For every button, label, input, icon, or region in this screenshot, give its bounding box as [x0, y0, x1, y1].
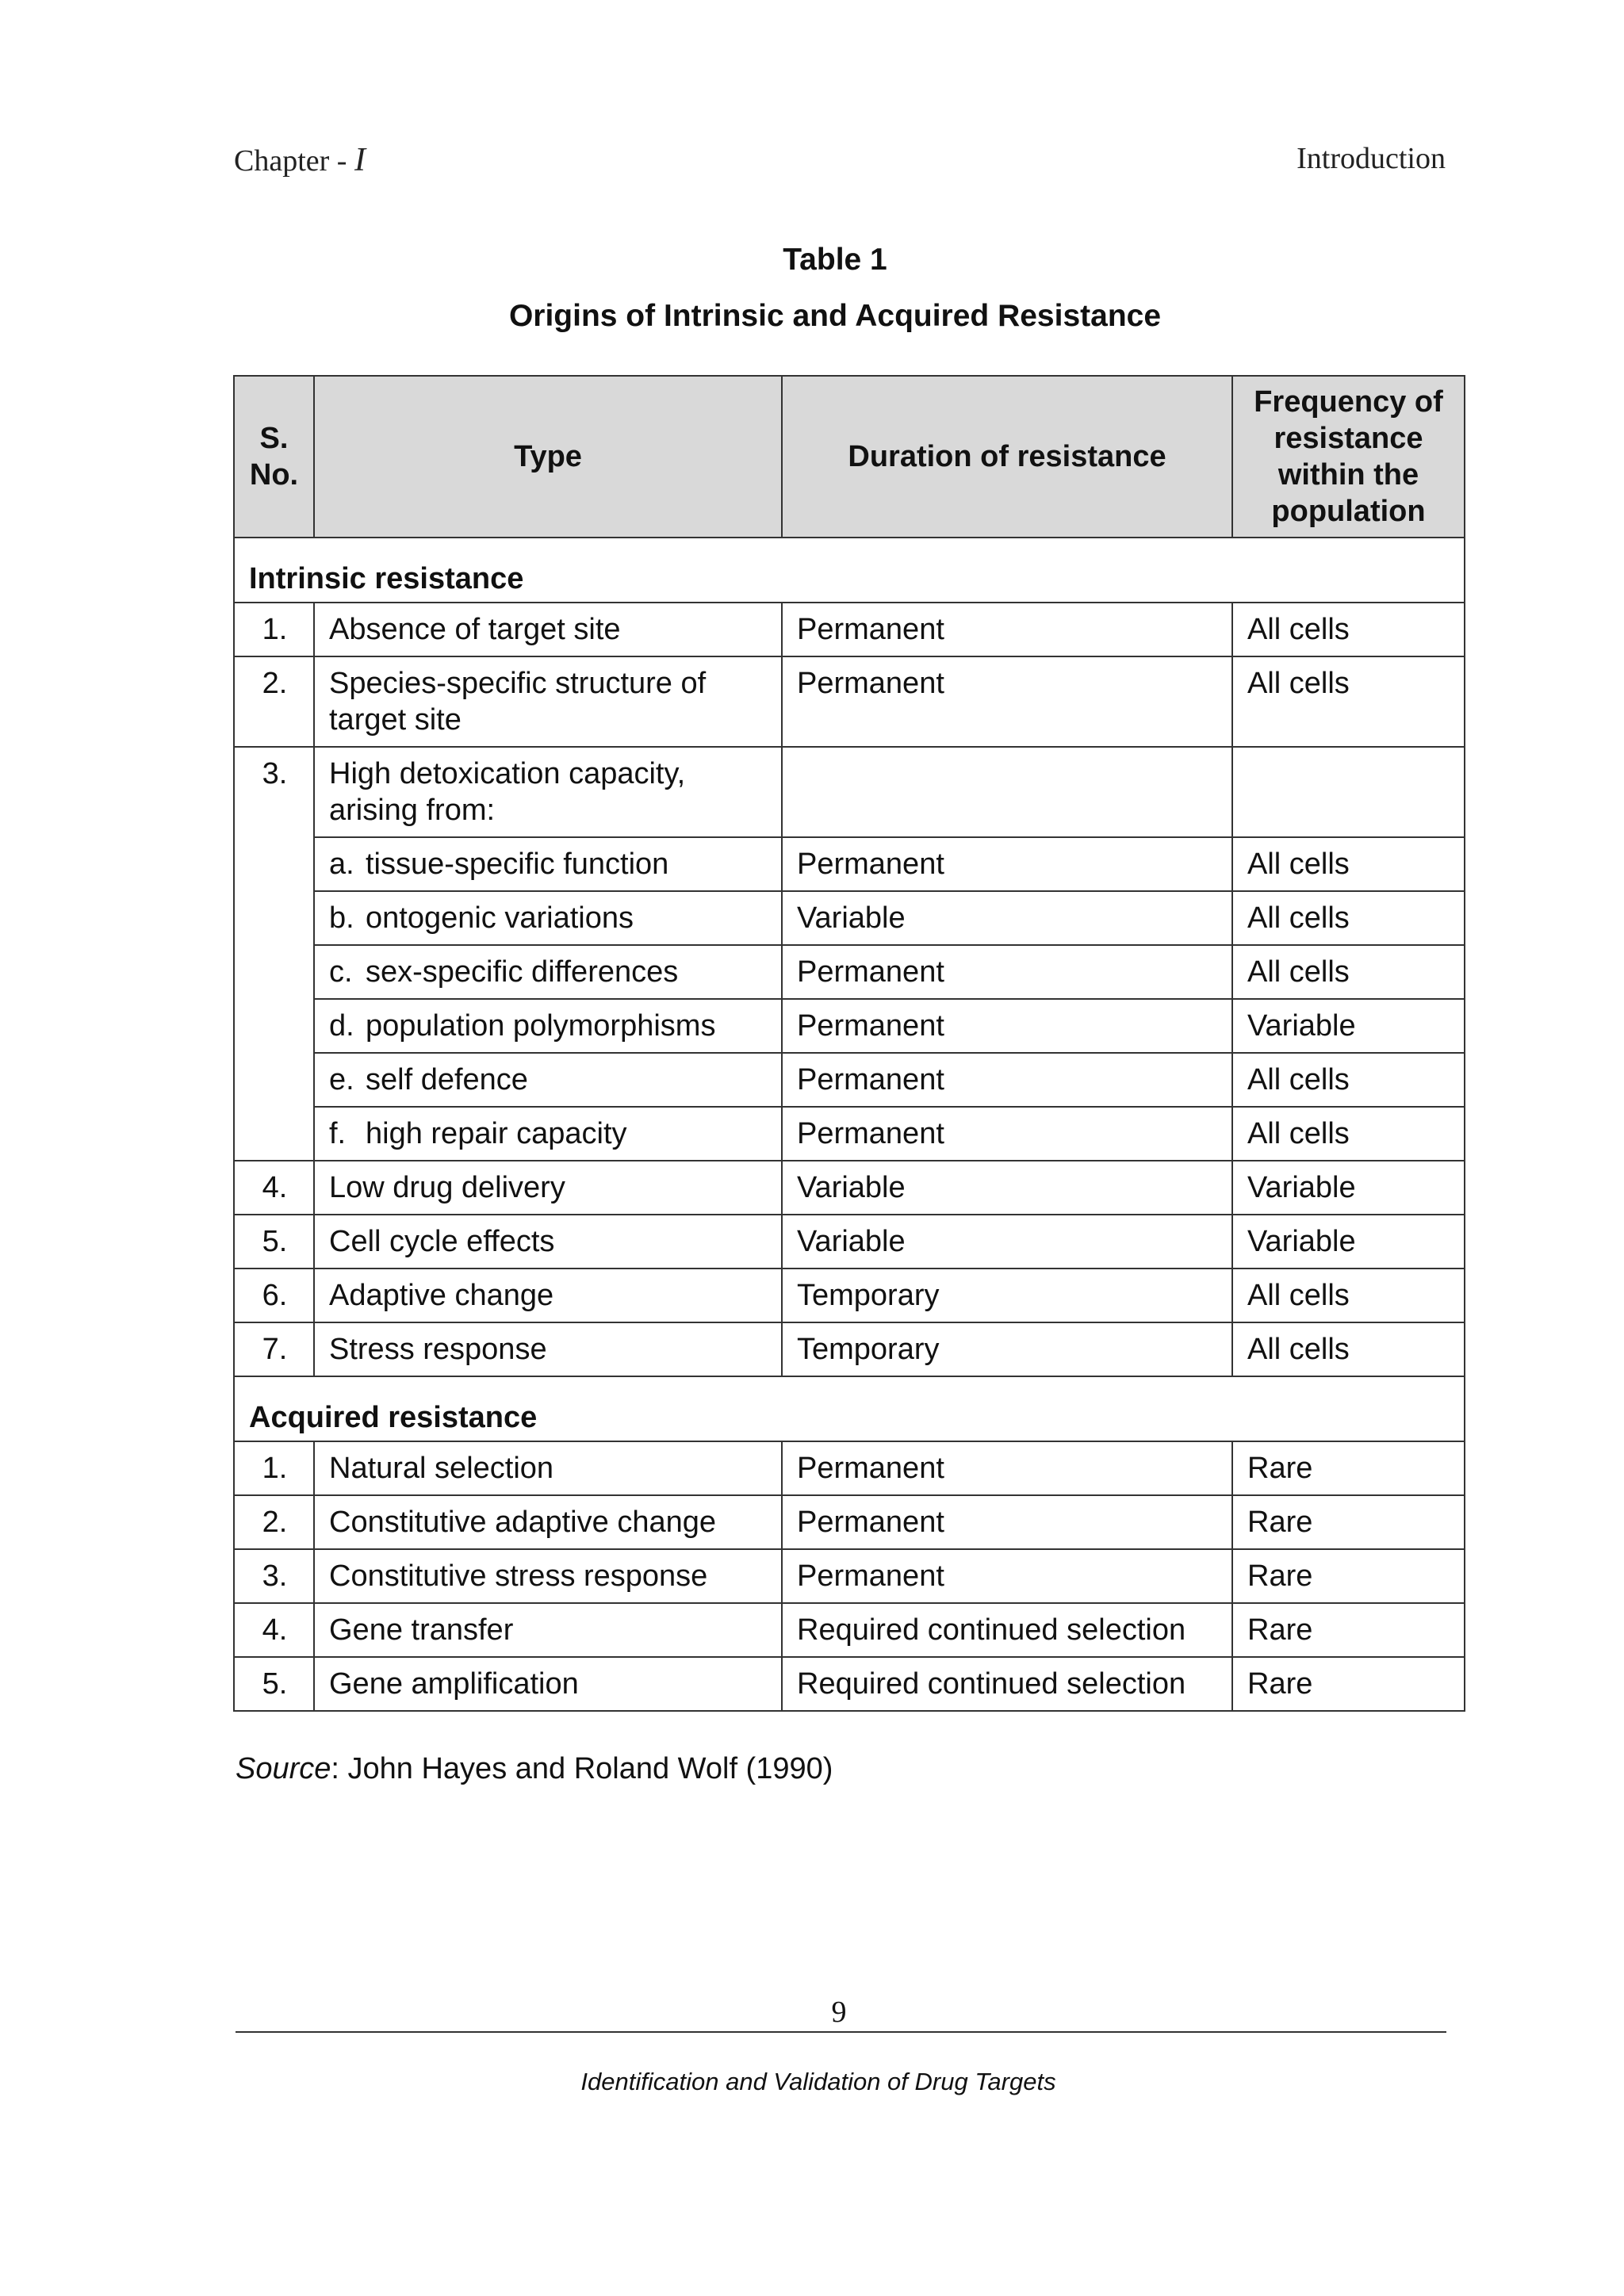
column-header-frequency: Frequency of resistance within the population	[1232, 376, 1465, 538]
row-duration: Permanent	[782, 1107, 1232, 1161]
row-frequency: Rare	[1232, 1441, 1465, 1495]
footer-rule	[236, 2031, 1446, 2033]
section-heading-acquired: Acquired resistance	[234, 1376, 1465, 1441]
table-row	[234, 603, 1465, 656]
row-duration: Required continued selection	[782, 1657, 1232, 1711]
table-row	[234, 747, 1465, 837]
table-row	[234, 1549, 1465, 1603]
row-duration: Permanent	[782, 603, 1232, 656]
subrow-type-text: high repair capacity	[366, 1117, 627, 1150]
section-row-intrinsic	[234, 538, 1465, 603]
row-number: 4.	[234, 1603, 314, 1657]
source-label: Source	[236, 1752, 331, 1785]
row-frequency: Rare	[1232, 1495, 1465, 1549]
row-type: Absence of target site	[314, 603, 782, 656]
row-duration: Permanent	[782, 1549, 1232, 1603]
row-duration: Variable	[782, 1161, 1232, 1215]
row-type: Gene transfer	[314, 1603, 782, 1657]
table-subrow	[234, 891, 1465, 945]
section-row-acquired	[234, 1376, 1465, 1441]
row-duration: Permanent	[782, 945, 1232, 999]
row-frequency: Rare	[1232, 1549, 1465, 1603]
table-title: Origins of Intrinsic and Acquired Resistance	[508, 299, 1162, 333]
subrow-type	[314, 1053, 782, 1107]
column-header-sno: S. No.	[234, 376, 314, 538]
row-type: Adaptive change	[314, 1269, 782, 1322]
row-frequency	[1232, 747, 1465, 837]
table-row	[234, 656, 1465, 747]
section-heading-intrinsic: Intrinsic resistance	[234, 538, 1465, 603]
subrow-marker: d.	[329, 1009, 354, 1043]
table-row	[234, 1657, 1465, 1711]
table-header-row	[234, 376, 1465, 538]
table-subrow	[234, 1053, 1465, 1107]
row-number: 3.	[234, 747, 314, 1161]
subrow-type-text: ontogenic variations	[366, 901, 634, 935]
row-number: 2.	[234, 1495, 314, 1549]
subrow-marker: a.	[329, 848, 354, 881]
row-frequency: Variable	[1232, 999, 1465, 1053]
row-duration: Permanent	[782, 1441, 1232, 1495]
row-number: 3.	[234, 1549, 314, 1603]
table-subrow	[234, 945, 1465, 999]
row-frequency: All cells	[1232, 603, 1465, 656]
subrow-marker: c.	[329, 955, 353, 989]
table-row	[234, 1603, 1465, 1657]
row-duration: Permanent	[782, 999, 1232, 1053]
table-subrow	[234, 837, 1465, 891]
row-frequency: Rare	[1232, 1603, 1465, 1657]
row-duration	[782, 747, 1232, 837]
row-frequency: All cells	[1232, 891, 1465, 945]
row-frequency: All cells	[1232, 1269, 1465, 1322]
row-frequency: All cells	[1232, 1053, 1465, 1107]
row-duration: Temporary	[782, 1322, 1232, 1376]
row-type: Constitutive adaptive change	[314, 1495, 782, 1549]
table-source	[236, 1752, 833, 1786]
subrow-marker: e.	[329, 1063, 354, 1096]
subrow-type-text: tissue-specific function	[366, 848, 669, 881]
source-text: : John Hayes and Roland Wolf (1990)	[331, 1752, 833, 1785]
resistance-table	[233, 375, 1465, 1712]
column-header-duration: Duration of resistance	[782, 376, 1232, 538]
table-subrow	[234, 1107, 1465, 1161]
table-row	[234, 1441, 1465, 1495]
row-duration: Variable	[782, 891, 1232, 945]
row-type: Cell cycle effects	[314, 1215, 782, 1269]
row-number: 5.	[234, 1215, 314, 1269]
table-row	[234, 1322, 1465, 1376]
row-number: 6.	[234, 1269, 314, 1322]
row-frequency: All cells	[1232, 656, 1465, 747]
row-duration: Permanent	[782, 1053, 1232, 1107]
row-frequency: All cells	[1232, 1322, 1465, 1376]
row-type: Low drug delivery	[314, 1161, 782, 1215]
table-row	[234, 1161, 1465, 1215]
table-subrow	[234, 999, 1465, 1053]
subrow-type	[314, 945, 782, 999]
subrow-marker: f.	[329, 1117, 347, 1150]
column-header-type: Type	[314, 376, 782, 538]
subrow-type	[314, 999, 782, 1053]
row-type: Stress response	[314, 1322, 782, 1376]
subrow-type	[314, 891, 782, 945]
row-duration: Variable	[782, 1215, 1232, 1269]
row-number: 4.	[234, 1161, 314, 1215]
row-duration: Required continued selection	[782, 1603, 1232, 1657]
chapter-label: Chapter -	[234, 144, 354, 178]
table-number: Table 1	[783, 243, 887, 277]
subrow-type-text: self defence	[366, 1063, 528, 1096]
running-head-chapter	[234, 141, 366, 179]
row-frequency: All cells	[1232, 837, 1465, 891]
footer-book-title: Identification and Validation of Drug Targets	[580, 2068, 1056, 2095]
subrow-type-text: population polymorphisms	[366, 1009, 716, 1043]
table-row	[234, 1269, 1465, 1322]
row-frequency: Variable	[1232, 1161, 1465, 1215]
row-number: 5.	[234, 1657, 314, 1711]
subrow-type	[314, 1107, 782, 1161]
row-frequency: All cells	[1232, 1107, 1465, 1161]
row-type: Constitutive stress response	[314, 1549, 782, 1603]
subrow-type-text: sex-specific differences	[366, 955, 679, 989]
table-row	[234, 1495, 1465, 1549]
row-type: Gene amplification	[314, 1657, 782, 1711]
row-number: 1.	[234, 1441, 314, 1495]
running-head-section: Introduction	[1297, 142, 1446, 175]
row-frequency: Variable	[1232, 1215, 1465, 1269]
table-row	[234, 1215, 1465, 1269]
row-number: 7.	[234, 1322, 314, 1376]
row-number: 1.	[234, 603, 314, 656]
row-type: Species-specific structure of target site	[314, 656, 782, 747]
row-frequency: All cells	[1232, 945, 1465, 999]
row-duration: Permanent	[782, 837, 1232, 891]
subrow-marker: b.	[329, 901, 354, 935]
subrow-type	[314, 837, 782, 891]
row-number: 2.	[234, 656, 314, 747]
row-duration: Temporary	[782, 1269, 1232, 1322]
page-number: 9	[831, 1996, 847, 2029]
chapter-number: I	[354, 142, 366, 178]
row-duration: Permanent	[782, 1495, 1232, 1549]
row-type: High detoxication capacity, arising from:	[314, 747, 782, 837]
row-frequency: Rare	[1232, 1657, 1465, 1711]
row-type: Natural selection	[314, 1441, 782, 1495]
row-duration: Permanent	[782, 656, 1232, 747]
